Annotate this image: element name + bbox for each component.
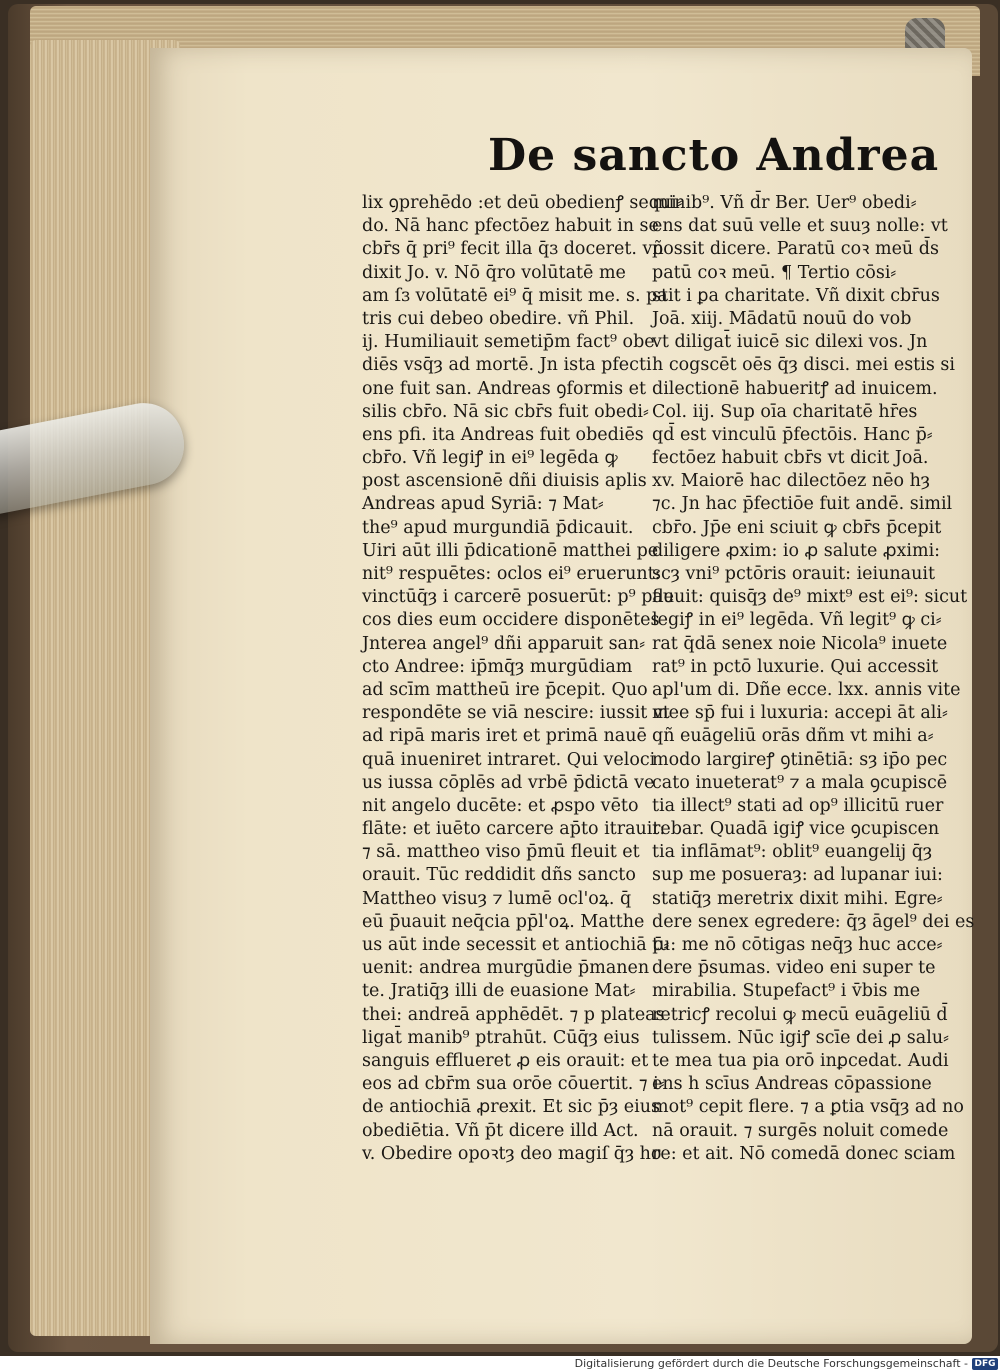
page-title: De sancto Andrea: [488, 130, 940, 181]
text-line: ad scīm mattheū ire p̄cepit. Quo: [362, 679, 648, 700]
text-line: statiq̄ȝ meretrix dixit mihi. Egre⸗: [652, 888, 943, 909]
text-line: qñ euāgeliū orās dñm vt mihi a⸗: [652, 726, 934, 747]
text-line: apl'um di. Dñe ecce. lxx. annis vite: [652, 679, 961, 700]
text-line: tulissem. Nūc igiꝭ scīe dei ꝓ salu⸗: [652, 1027, 949, 1048]
text-line: dixit Jo. v. Nō q̄ro volūtatē me: [362, 262, 626, 283]
text-line: tris cui debeo obedire. vñ Phil.: [362, 308, 635, 329]
text-line: thei: andreā apphēdēt. ⁊ p plateas: [362, 1004, 665, 1025]
text-line: mirabilia. Stupefact⁹ i v̄bis me: [652, 981, 921, 1002]
text-line: lix ꝯprehēdo :et deū obedienꝭ sequi⸗: [362, 193, 683, 213]
text-line: Mattheo visuȝ ⁊ lumē ocl'oꝝ. q̄: [362, 888, 632, 909]
text-line: dere senex egredere: q̄ȝ āgel⁹ dei es: [652, 911, 975, 932]
text-line: stit i ꝑa charitate. Vñ dixit cbr̄us: [652, 285, 940, 306]
text-line: diēs vsq̄ȝ ad mortē. Jn ista pfecti: [362, 355, 652, 376]
text-line: retricꝭ recolui ꝙ mecū euāgeliū d̄: [652, 1004, 948, 1025]
text-line: one fuit san. Andreas ꝯformis et: [362, 378, 647, 399]
text-line: nā orauit. ⁊ surgēs noluit comede: [652, 1120, 949, 1141]
text-line: nit⁹ respuētes: oclos ei⁹ eruerunt:: [362, 564, 661, 584]
text-line: do. Nā hanc pfectōez habuit in se: [362, 216, 659, 237]
text-line: cbr̄s q̄ pri⁹ fecit illa q̄ɜ doceret. vñ: [362, 239, 664, 260]
footer-bar: [0, 1356, 1000, 1372]
text-line: ens h scīus Andreas cōpassione: [652, 1074, 932, 1095]
text-line: de antiochiā ꝓrexit. Et sic p̄ȝ eius: [362, 1097, 660, 1118]
text-line: modo largireꝭ ꝯtinētiā: sȝ ip̄o pec: [652, 749, 948, 770]
text-line: rat⁹ in pctō luxurie. Qui accessit: [652, 656, 939, 677]
text-line: rebar. Quadā igiꝭ vice ꝯcupiscen: [652, 819, 940, 840]
dfg-logo: DFG: [972, 1358, 998, 1370]
text-line: ens pfi. ita Andreas fuit obediēs: [362, 424, 644, 445]
text-line: diligere ꝓxim: io ꝓ salute ꝓximi:: [652, 540, 941, 561]
text-line: eū p̄uauit neq̄cia pp̄l'oꝝ. Matthe: [362, 911, 645, 932]
text-line: v. Obedire opoꝛtȝ deo magiſ q̄ȝ ho: [362, 1143, 662, 1164]
text-line: ij. Humiliauit semetip̄m fact⁹ obe: [362, 332, 655, 353]
text-line: silis cbr̄o. Nā sic cbr̄s fuit obedi⸗: [362, 401, 649, 422]
text-line: xv. Maiorē hac dilectōez nēo hȝ: [652, 471, 931, 492]
text-line: te. Jratiq̄ȝ illi de euasione Mat⸗: [362, 981, 636, 1002]
text-line: mot⁹ cepit flere. ⁊ a ꝑtia vsq̄ȝ ad no: [652, 1097, 964, 1118]
text-line: scȝ vni⁹ pctōris orauit: ieiunauit: [652, 564, 935, 584]
text-column-left: [362, 192, 683, 1166]
text-line: flāte: et iuēto carcere ap̄to itrauit:: [362, 819, 666, 840]
text-line: h cogscēt oēs q̄ȝ disci. mei estis si: [652, 355, 955, 376]
text-line: tia inflāmat⁹: oblit⁹ euangelij q̄ȝ: [652, 842, 933, 863]
text-line: Col. iij. Sup oīa charitatē hr̄es: [652, 401, 918, 422]
text-line: qd̄ est vinculū p̄fectōis. Hanc p̄⸗: [652, 424, 933, 445]
text-line: eos ad cbr̄m sua orōe cōuertit. ⁊ i⸗: [362, 1074, 665, 1095]
text-line: dere p̄sumas. video eni super te: [652, 958, 936, 979]
text-line: cbr̄o. Vñ legiꝭ in ei⁹ legēda ꝙ: [362, 448, 618, 469]
text-line: nit angelo ducēte: et ꝓspo vēto: [362, 795, 639, 816]
text-line: us iussa cōplēs ad vrbē p̄dictā ve: [362, 772, 655, 793]
text-line: us aūt inde secessit et antiochiā p̄⸗: [362, 935, 670, 955]
text-line: minib⁹. Vñ d̄r Ber. Uer⁹ obedi⸗: [652, 193, 917, 213]
text-line: cato inueterat⁹ ⁊ a mala ꝯcupiscē: [652, 772, 948, 793]
text-line: orauit. Tūc reddidit dñs sancto: [362, 865, 636, 886]
text-line: rat q̄dā senex noie Nicola⁹ inuete: [652, 633, 948, 654]
text-column-right: [652, 192, 975, 1166]
text-line: patū coꝛ meū. ¶ Tertio cōsi⸗: [652, 262, 897, 283]
text-line: sanguis efflueret ꝓ eis orauit: et: [362, 1050, 649, 1071]
text-line: legiꝭ in ei⁹ legēda. Vñ legit⁹ ꝙ ci⸗: [652, 610, 942, 631]
text-line: sup me posueraȝ: ad lupanar iui:: [652, 865, 943, 886]
text-line: ⁊ sā. mattheo viso p̄mū fleuit et: [362, 842, 640, 863]
text-line: post ascensionē dñi diuisis aplis: [362, 471, 647, 492]
text-line: respondēte se viā nescire: iussit vt: [362, 703, 670, 724]
text-line: ⁊c. Jn hac p̄fectiōe fuit andē. simil: [652, 494, 953, 515]
text-line: uenit: andrea murgūdie p̄manen: [362, 958, 650, 979]
text-line: possit dicere. Paratū coꝛ meū d̄s: [652, 239, 939, 260]
text-line: cbr̄o. Jp̄e eni sciuit ꝙ cbr̄s p̄cepit: [652, 517, 942, 538]
text-line: Joā. xiij. Mādatū nouū do vob: [652, 308, 912, 329]
text-line: Uiri aūt illi p̄dicationē matthei pe: [362, 540, 659, 561]
text-line: dilectionē habueritꝭ ad inuicem.: [652, 378, 938, 399]
text-line: the⁹ apud murgundiā p̄dicauit.: [362, 517, 634, 538]
text-line: am ſɜ volūtatē ei⁹ q̄ misit me. s. pa: [362, 285, 668, 306]
text-line: fectōez habuit cbr̄s vt dicit Joā.: [652, 448, 929, 469]
footer-credit: Digitalisierung gefördert durch die Deutsche Forschungsgemeinschaft -: [574, 1357, 968, 1370]
text-line: vinctūq̄ȝ i carcerē posuerūt: p⁹ pau: [362, 587, 675, 608]
text-line: mee sp̄ fui i luxuria: accepi āt ali⸗: [652, 703, 948, 724]
text-line: cos dies eum occidere disponētes: [362, 610, 660, 631]
text-line: Andreas apud Syriā: ⁊ Mat⸗: [362, 494, 604, 515]
text-line: cto Andree: ip̄mq̄ȝ murgūdiam: [362, 656, 633, 677]
text-line: fleuit: quisq̄ȝ de⁹ mixt⁹ est ei⁹: sicut: [652, 587, 968, 608]
text-line: ligat̄ manib⁹ ptrahūt. Cūq̄ȝ eius: [362, 1027, 640, 1048]
text-line: re: et ait. Nō comedā donec sciam: [652, 1143, 956, 1164]
text-line: vt diligat̄ iuicē sic dilexi vos. Jn: [652, 332, 928, 353]
text-line: ad ripā maris iret et primā nauē: [362, 726, 647, 747]
text-line: tia illect⁹ stati ad op⁹ illicitū ruer: [652, 795, 944, 816]
text-line: tu: me nō cōtigas neq̄ȝ huc acce⸗: [652, 935, 943, 955]
text-line: quā inueniret intraret. Qui veloci: [362, 749, 656, 770]
text-line: obediētia. Vñ p̄t dicere illd Act.: [362, 1120, 639, 1141]
text-line: Jnterea angel⁹ dñi apparuit san⸗: [362, 633, 646, 654]
text-line: te mea tua pia orō inꝑcedat. Audi: [652, 1050, 949, 1071]
text-line: ens dat suū velle et suuȝ nolle: vt: [652, 216, 948, 237]
